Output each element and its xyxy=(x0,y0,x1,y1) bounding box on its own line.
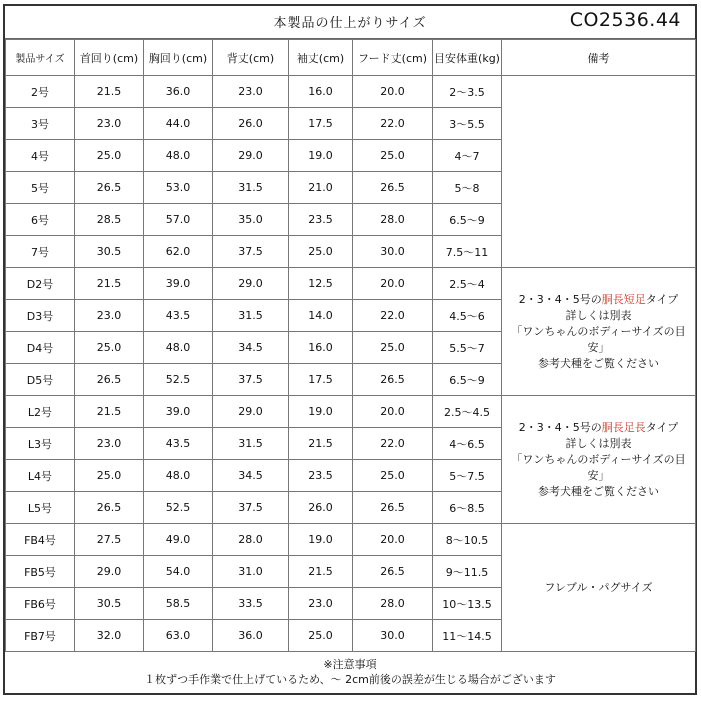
value-cell: 29.0 xyxy=(213,396,289,428)
value-cell: 62.0 xyxy=(144,236,213,268)
table-row xyxy=(6,396,696,428)
value-cell: 48.0 xyxy=(144,332,213,364)
value-cell: 44.0 xyxy=(144,108,213,140)
value-cell: 39.0 xyxy=(144,268,213,300)
size-cell: 2号 xyxy=(6,76,75,108)
value-cell: 25.0 xyxy=(75,140,144,172)
chart-title: 本製品の仕上がりサイズ xyxy=(273,16,427,31)
value-cell: 31.5 xyxy=(213,300,289,332)
size-cell: FB4号 xyxy=(6,524,75,556)
remark-cell-d-type xyxy=(502,268,696,396)
value-cell: 26.0 xyxy=(289,492,353,524)
size-cell: FB6号 xyxy=(6,588,75,620)
value-cell: 11〜14.5 xyxy=(433,620,502,652)
value-cell: 30.5 xyxy=(75,588,144,620)
column-header: 袖丈(cm) xyxy=(289,40,353,76)
value-cell: 37.5 xyxy=(213,364,289,396)
value-cell: 33.5 xyxy=(213,588,289,620)
table-row xyxy=(6,76,696,108)
size-cell: D5号 xyxy=(6,364,75,396)
value-cell: 23.0 xyxy=(75,300,144,332)
value-cell: 23.0 xyxy=(289,588,353,620)
column-header: フード丈(cm) xyxy=(353,40,433,76)
value-cell: 52.5 xyxy=(144,364,213,396)
size-cell: D4号 xyxy=(6,332,75,364)
value-cell: 7.5〜11 xyxy=(433,236,502,268)
value-cell: 26.5 xyxy=(353,172,433,204)
remark-cell-standard xyxy=(502,76,696,268)
value-cell: 21.5 xyxy=(289,556,353,588)
value-cell: 53.0 xyxy=(144,172,213,204)
value-cell: 43.5 xyxy=(144,428,213,460)
value-cell: 10〜13.5 xyxy=(433,588,502,620)
value-cell: 29.0 xyxy=(213,140,289,172)
value-cell: 23.0 xyxy=(213,76,289,108)
value-cell: 22.0 xyxy=(353,108,433,140)
remark-text: タイプ 詳しくは別表 「ワンちゃんのボディーサイズの目安」 参考犬種をご覧ください xyxy=(511,420,686,498)
value-cell: 3〜5.5 xyxy=(433,108,502,140)
column-header: 製品サイズ xyxy=(6,40,75,76)
table-row xyxy=(6,524,696,556)
value-cell: 21.0 xyxy=(289,172,353,204)
value-cell: 2〜3.5 xyxy=(433,76,502,108)
remark-highlight: 胴長足長 xyxy=(601,420,646,434)
remark-cell-fb-type: フレブル・パグサイズ xyxy=(502,524,696,652)
value-cell: 23.5 xyxy=(289,204,353,236)
size-cell: 3号 xyxy=(6,108,75,140)
value-cell: 27.5 xyxy=(75,524,144,556)
value-cell: 22.0 xyxy=(353,428,433,460)
value-cell: 12.5 xyxy=(289,268,353,300)
remark-highlight: 胴長短足 xyxy=(601,292,646,306)
value-cell: 21.5 xyxy=(75,268,144,300)
value-cell: 21.5 xyxy=(75,76,144,108)
value-cell: 23.5 xyxy=(289,460,353,492)
value-cell: 29.0 xyxy=(75,556,144,588)
size-cell: 7号 xyxy=(6,236,75,268)
size-cell: L5号 xyxy=(6,492,75,524)
size-cell: 6号 xyxy=(6,204,75,236)
value-cell: 28.0 xyxy=(213,524,289,556)
value-cell: 36.0 xyxy=(144,76,213,108)
column-header: 胸回り(cm) xyxy=(144,40,213,76)
value-cell: 49.0 xyxy=(144,524,213,556)
value-cell: 29.0 xyxy=(213,268,289,300)
value-cell: 25.0 xyxy=(353,332,433,364)
value-cell: 54.0 xyxy=(144,556,213,588)
value-cell: 37.5 xyxy=(213,236,289,268)
value-cell: 2.5〜4 xyxy=(433,268,502,300)
size-cell: 5号 xyxy=(6,172,75,204)
size-cell: L2号 xyxy=(6,396,75,428)
remark-text: 2・3・4・5号の xyxy=(518,420,602,434)
value-cell: 20.0 xyxy=(353,524,433,556)
value-cell: 4.5〜6 xyxy=(433,300,502,332)
value-cell: 30.0 xyxy=(353,620,433,652)
value-cell: 58.5 xyxy=(144,588,213,620)
value-cell: 4〜6.5 xyxy=(433,428,502,460)
size-cell: FB7号 xyxy=(6,620,75,652)
value-cell: 26.5 xyxy=(353,492,433,524)
value-cell: 9〜11.5 xyxy=(433,556,502,588)
size-cell: L4号 xyxy=(6,460,75,492)
value-cell: 34.5 xyxy=(213,460,289,492)
value-cell: 20.0 xyxy=(353,396,433,428)
value-cell: 39.0 xyxy=(144,396,213,428)
value-cell: 25.0 xyxy=(353,140,433,172)
value-cell: 20.0 xyxy=(353,268,433,300)
value-cell: 5〜8 xyxy=(433,172,502,204)
size-cell: FB5号 xyxy=(6,556,75,588)
value-cell: 6〜8.5 xyxy=(433,492,502,524)
value-cell: 31.0 xyxy=(213,556,289,588)
column-header: 備考 xyxy=(502,40,696,76)
value-cell: 16.0 xyxy=(289,332,353,364)
size-cell: D3号 xyxy=(6,300,75,332)
value-cell: 32.0 xyxy=(75,620,144,652)
column-header: 目安体重(kg) xyxy=(433,40,502,76)
value-cell: 21.5 xyxy=(289,428,353,460)
size-chart xyxy=(3,4,697,695)
value-cell: 48.0 xyxy=(144,140,213,172)
value-cell: 14.0 xyxy=(289,300,353,332)
chart-header xyxy=(5,6,695,39)
value-cell: 31.5 xyxy=(213,172,289,204)
remark-text: 2・3・4・5号の xyxy=(518,292,602,306)
remark-cell-l-type xyxy=(502,396,696,524)
value-cell: 4〜7 xyxy=(433,140,502,172)
value-cell: 25.0 xyxy=(75,460,144,492)
notice-body: １枚ずつ手作業で仕上げているため、〜 2cm前後の誤差が生じる場合がございます xyxy=(144,673,556,686)
value-cell: 26.5 xyxy=(75,364,144,396)
value-cell: 57.0 xyxy=(144,204,213,236)
value-cell: 37.5 xyxy=(213,492,289,524)
remark-text: タイプ 詳しくは別表 「ワンちゃんのボディーサイズの目安」 参考犬種をご覧ください xyxy=(511,292,686,370)
value-cell: 17.5 xyxy=(289,364,353,396)
value-cell: 26.5 xyxy=(353,364,433,396)
value-cell: 2.5〜4.5 xyxy=(433,396,502,428)
size-cell: L3号 xyxy=(6,428,75,460)
value-cell: 48.0 xyxy=(144,460,213,492)
value-cell: 17.5 xyxy=(289,108,353,140)
size-table xyxy=(5,39,696,652)
table-row xyxy=(6,268,696,300)
value-cell: 19.0 xyxy=(289,140,353,172)
value-cell: 28.0 xyxy=(353,588,433,620)
value-cell: 28.0 xyxy=(353,204,433,236)
notice-title: ※注意事項 xyxy=(323,658,377,671)
value-cell: 30.5 xyxy=(75,236,144,268)
value-cell: 31.5 xyxy=(213,428,289,460)
value-cell: 25.0 xyxy=(75,332,144,364)
value-cell: 5.5〜7 xyxy=(433,332,502,364)
value-cell: 8〜10.5 xyxy=(433,524,502,556)
value-cell: 21.5 xyxy=(75,396,144,428)
value-cell: 6.5〜9 xyxy=(433,204,502,236)
value-cell: 26.5 xyxy=(75,492,144,524)
value-cell: 19.0 xyxy=(289,396,353,428)
value-cell: 43.5 xyxy=(144,300,213,332)
size-cell: 4号 xyxy=(6,140,75,172)
value-cell: 23.0 xyxy=(75,108,144,140)
value-cell: 26.5 xyxy=(75,172,144,204)
value-cell: 25.0 xyxy=(289,236,353,268)
column-header: 首回り(cm) xyxy=(75,40,144,76)
value-cell: 16.0 xyxy=(289,76,353,108)
value-cell: 26.0 xyxy=(213,108,289,140)
value-cell: 28.5 xyxy=(75,204,144,236)
value-cell: 36.0 xyxy=(213,620,289,652)
value-cell: 25.0 xyxy=(289,620,353,652)
value-cell: 52.5 xyxy=(144,492,213,524)
value-cell: 5〜7.5 xyxy=(433,460,502,492)
product-code: CO2536.44 xyxy=(569,9,681,31)
value-cell: 30.0 xyxy=(353,236,433,268)
value-cell: 26.5 xyxy=(353,556,433,588)
value-cell: 23.0 xyxy=(75,428,144,460)
value-cell: 35.0 xyxy=(213,204,289,236)
value-cell: 6.5〜9 xyxy=(433,364,502,396)
value-cell: 20.0 xyxy=(353,76,433,108)
column-header: 背丈(cm) xyxy=(213,40,289,76)
value-cell: 63.0 xyxy=(144,620,213,652)
value-cell: 19.0 xyxy=(289,524,353,556)
header-row xyxy=(6,40,696,76)
value-cell: 22.0 xyxy=(353,300,433,332)
value-cell: 25.0 xyxy=(353,460,433,492)
notice-footer xyxy=(5,653,695,693)
value-cell: 34.5 xyxy=(213,332,289,364)
size-cell: D2号 xyxy=(6,268,75,300)
